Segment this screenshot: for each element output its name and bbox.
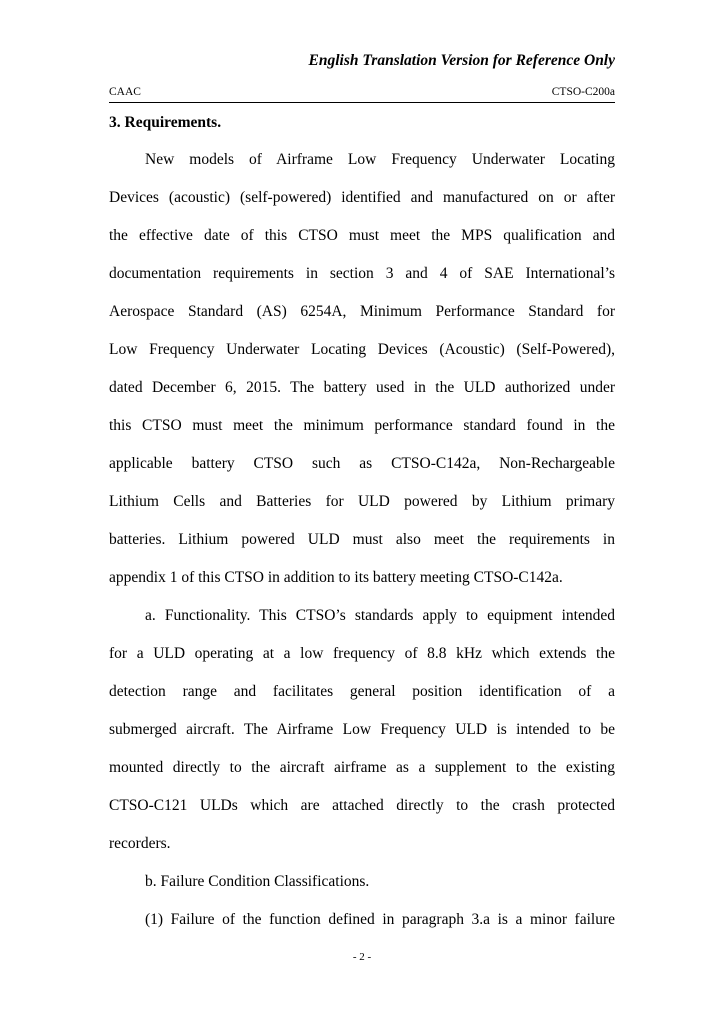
body-line: recorders. xyxy=(109,835,171,852)
body-line: a. Functionality. This CTSO’s standards apply to equipment intended xyxy=(145,607,615,624)
body-line: detection range and facilitates general position identification of a xyxy=(109,683,615,700)
body-line: submerged aircraft. The Airframe Low Frequency ULD is intended to be xyxy=(109,721,615,738)
header-agency: CAAC xyxy=(109,86,141,98)
body-line: documentation requirements in section 3 and 4 of SAE International’s xyxy=(109,265,615,282)
body-line: for a ULD operating at a low frequency of 8.8 kHz which extends the xyxy=(109,645,615,662)
body-line: appendix 1 of this CTSO in addition to its battery meeting CTSO-C142a. xyxy=(109,569,563,586)
document-title: English Translation Version for Reference Only xyxy=(308,52,615,69)
page-number: - 2 - xyxy=(352,951,372,963)
body-line: New models of Airframe Low Frequency Underwater Locating xyxy=(145,151,615,168)
body-line: dated December 6, 2015. The battery used in the ULD authorized under xyxy=(109,379,615,396)
body-line: Lithium Cells and Batteries for ULD powered by Lithium primary xyxy=(109,493,615,510)
body-line: mounted directly to the aircraft airframe as a supplement to the existing xyxy=(109,759,615,776)
body-line: the effective date of this CTSO must meet the MPS qualification and xyxy=(109,227,615,244)
body-line: batteries. Lithium powered ULD must also meet the requirements in xyxy=(109,531,615,548)
header-document-number: CTSO-C200a xyxy=(551,86,615,98)
body-line: Aerospace Standard (AS) 6254A, Minimum Performance Standard for xyxy=(109,303,615,320)
body-line: Devices (acoustic) (self-powered) identified and manufactured on or after xyxy=(109,189,615,206)
body-line: applicable battery CTSO such as CTSO-C142a, Non-Rechargeable xyxy=(109,455,615,472)
body-line: Low Frequency Underwater Locating Devices (Acoustic) (Self-Powered), xyxy=(109,341,615,358)
body-line: CTSO-C121 ULDs which are attached directly to the crash protected xyxy=(109,797,615,814)
body-line: (1) Failure of the function defined in paragraph 3.a is a minor failure xyxy=(145,911,615,928)
body-line: b. Failure Condition Classifications. xyxy=(145,873,370,890)
header-divider xyxy=(109,102,615,103)
body-line: this CTSO must meet the minimum performance standard found in the xyxy=(109,417,615,434)
section-heading: 3. Requirements. xyxy=(109,114,222,131)
